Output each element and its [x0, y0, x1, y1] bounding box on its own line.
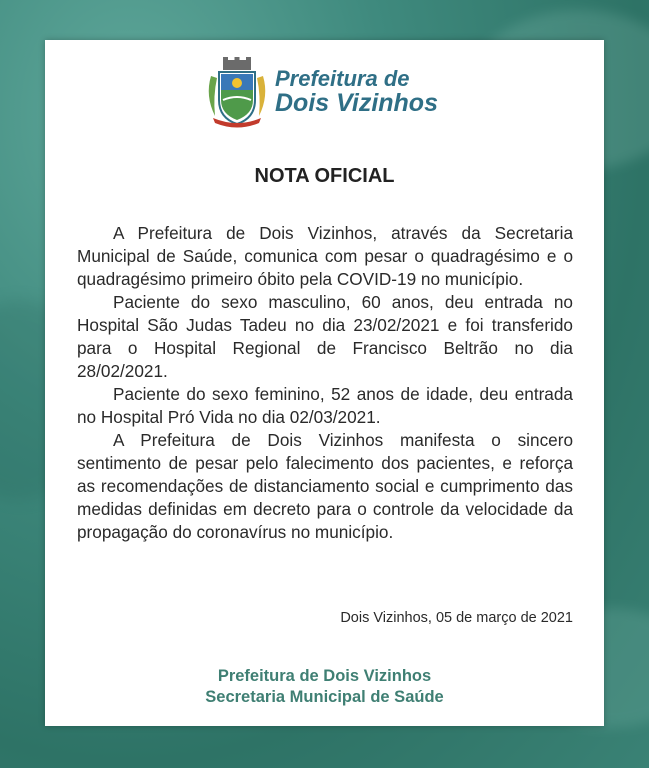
signature-line-2: Secretaria Municipal de Saúde [205, 688, 444, 706]
notice-date: Dois Vizinhos, 05 de março de 2021 [340, 610, 573, 626]
notice-title: NOTA OFICIAL [254, 165, 395, 187]
notice-body [77, 222, 573, 544]
municipality-logo [205, 56, 438, 128]
coat-of-arms-icon [205, 56, 269, 128]
paragraph: A Prefeitura de Dois Vizinhos manifesta o sincero sentimento de pesar pelo falecimento dos pacientes, e reforça as recomendações de distanciamento social e cumprimento das medidas definidas em decreto para o controle da velocidade da propagação do coronavírus no município. [77, 430, 573, 542]
logo-line-1: Prefeitura de [275, 66, 410, 92]
paragraph: Paciente do sexo masculino, 60 anos, deu entrada no Hospital São Judas Tadeu no dia 23/02/2021 e foi transferido para o Hospital Regional de Francisco Beltrão no dia 28/02/2021. [77, 292, 573, 381]
logo-line-2: Dois Vizinhos [275, 89, 438, 118]
paragraph: A Prefeitura de Dois Vizinhos, através da Secretaria Municipal de Saúde, comunica com pesar o quadragésimo e o quadragésimo primeiro óbito pela COVID-19 no município. [77, 223, 573, 289]
notice-card [45, 40, 604, 726]
paragraph: Paciente do sexo feminino, 52 anos de idade, deu entrada no Hospital Pró Vida no dia 02/03/2021. [77, 384, 573, 427]
signature-line-1: Prefeitura de Dois Vizinhos [217, 667, 432, 685]
signature-block [45, 666, 604, 708]
